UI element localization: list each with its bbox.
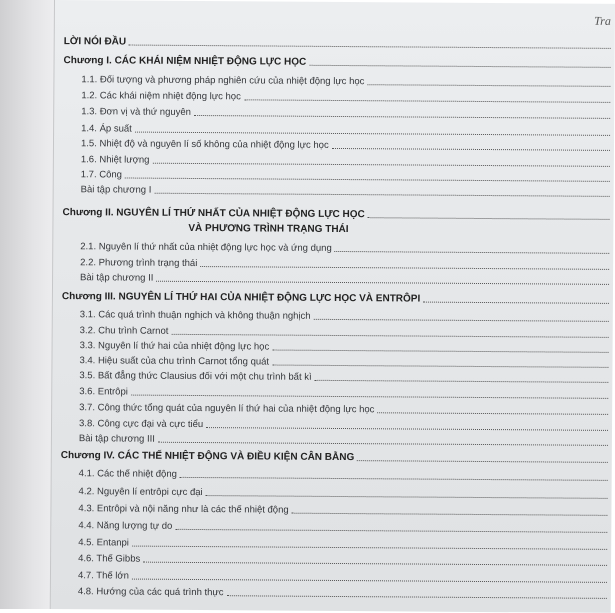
chapter-heading-text: Chương IV. CÁC THẾ NHIỆT ĐỘNG VÀ ĐIỀU KIỆN CÂN BẰNG — [60, 450, 355, 464]
toc-entry — [79, 418, 608, 433]
toc-entry — [81, 74, 610, 89]
toc-entry — [79, 433, 608, 448]
toc-entry-text: 3.3. Nguyên lí thứ hai của nhiệt động lực học — [79, 340, 270, 353]
toc-entry — [80, 340, 609, 355]
dot-leader — [143, 561, 607, 566]
dot-leader — [335, 250, 610, 254]
dot-leader — [171, 333, 608, 338]
toc-entry-text: 4.5. Entanpi — [78, 537, 129, 549]
toc-entry — [78, 537, 607, 552]
dot-leader — [292, 512, 608, 516]
toc-entry — [78, 503, 607, 518]
toc-entry — [80, 325, 609, 340]
toc-entry-text: 4.1. Các thế nhiệt động — [78, 468, 177, 480]
toc-entry — [78, 586, 607, 601]
toc-entry-text: 3.4. Hiệu suất của chu trình Carnot tổng quát — [79, 355, 270, 368]
chapter-heading-continued: VÀ PHƯƠNG TRÌNH TRẠNG THÁI — [188, 222, 349, 236]
chapter-heading-text: Chương II. NGUYÊN LÍ THỨ NHẤT CỦA NHIỆT ĐỘNG LỰC HỌC — [62, 207, 365, 221]
toc-entry — [79, 486, 608, 501]
toc-entry — [80, 309, 609, 324]
toc-entry — [81, 184, 610, 199]
toc-entry-text: 2.2. Phương trình trạng thái — [80, 257, 198, 270]
toc-entry-text: 4.4. Năng lượng tự do — [78, 520, 173, 532]
toc-entry — [78, 520, 607, 535]
dot-leader — [377, 411, 608, 415]
toc-entry — [79, 355, 608, 370]
dot-leader — [152, 162, 609, 167]
dot-leader — [200, 265, 609, 270]
dot-leader — [244, 98, 610, 103]
toc-entry-text: 2.1. Nguyên lí thứ nhất của nhiệt động lực học và ứng dụng — [80, 241, 332, 254]
dot-leader — [180, 476, 608, 481]
toc-entry-text: 1.6. Nhiệt lượng — [80, 154, 150, 166]
toc-entry-text: 1.1. Đối tượng và phương pháp nghiên cứu của nhiệt động lực học — [81, 74, 365, 88]
toc-entry — [81, 106, 610, 121]
toc-entry — [81, 90, 610, 105]
toc-entry-text: Bài tập chương I — [80, 184, 152, 196]
dot-leader — [206, 426, 608, 431]
dot-leader — [132, 578, 607, 583]
toc-entry — [81, 154, 610, 169]
dot-leader — [132, 545, 607, 550]
toc-entry — [81, 169, 610, 184]
toc-entry-text: 3.8. Công cực đại và cực tiểu — [79, 418, 204, 431]
dot-leader — [314, 318, 609, 322]
toc-entry-text: Bài tập chương II — [80, 272, 154, 284]
toc-entry-text: 3.1. Các quá trình thuận nghịch và không thuận nghịch — [79, 309, 311, 322]
toc-entry — [78, 570, 607, 585]
chapter-heading — [61, 450, 608, 465]
dot-leader — [135, 131, 610, 136]
toc-entry-text: 1.2. Các khái niệm nhiệt động lực học — [81, 90, 241, 103]
dot-leader — [131, 394, 608, 399]
toc-entry-text: 3.2. Chu trình Carnot — [79, 325, 169, 337]
toc-entry-text: 1.4. Áp suất — [81, 123, 132, 135]
chapter-heading-text: Chương III. NGUYÊN LÍ THỨ HAI CỦA NHIỆT ĐỘNG LỰC HỌC VÀ ENTRÔPI — [61, 291, 421, 305]
dot-leader — [367, 83, 610, 87]
page-header: Tra — [594, 13, 611, 28]
toc-entry — [79, 386, 608, 401]
preface-entry-text: LỜI NÓI ĐẦU — [63, 36, 127, 48]
toc-entry-text: 4.2. Nguyên lí entrôpi cực đại — [78, 486, 203, 499]
dot-leader — [309, 64, 610, 68]
dot-leader — [332, 147, 610, 151]
dot-leader — [175, 528, 607, 533]
chapter-heading-text: Chương I. CÁC KHÁI NIỆM NHIỆT ĐỘNG LỰC HỌC — [63, 55, 307, 68]
toc-entry-text: 3.7. Công thức tổng quát của nguyên lí thứ hai của nhiệt động lực học — [79, 402, 375, 416]
chapter-heading — [62, 291, 609, 306]
toc-entry-text: 1.3. Đơn vị và thứ nguyên — [81, 106, 192, 118]
toc-entry — [79, 402, 608, 417]
dot-leader — [315, 379, 609, 383]
chapter-heading — [64, 55, 611, 70]
toc-entry-text: 4.3. Entrôpi và nội năng như là các thế nhiệt động — [78, 503, 289, 516]
toc-entry-text: 1.7. Công — [80, 169, 123, 181]
toc-entry-text: 3.5. Bất đẳng thức Clausius đối với một chu trình bất kì — [79, 370, 312, 383]
toc-entry — [80, 241, 609, 256]
dot-leader — [125, 176, 610, 181]
dot-leader — [194, 114, 610, 119]
toc-entry-text: 4.6. Thế Gibbs — [78, 553, 141, 565]
dot-leader — [227, 594, 607, 599]
toc-entry-text: 4.8. Hướng của các quá trình thực — [77, 586, 224, 599]
dot-leader — [129, 44, 611, 49]
toc-entry-text: Bài tập chương III — [78, 433, 155, 445]
toc-entry — [80, 272, 609, 287]
dot-leader — [272, 349, 608, 353]
toc-entry-text: 3.6. Entrôpi — [79, 386, 128, 398]
dot-leader — [368, 216, 610, 220]
dot-leader — [357, 459, 608, 463]
dot-leader — [206, 494, 608, 499]
dot-leader — [423, 301, 609, 304]
toc-entry-text: 4.7. Thế lớn — [77, 570, 129, 582]
toc-page — [50, 0, 615, 613]
dot-leader — [158, 441, 608, 446]
toc-entry-text: 1.5. Nhiệt độ và nguyên lí số không của nhiệt động lực học — [80, 138, 329, 151]
chapter-heading — [62, 207, 609, 222]
dot-leader — [156, 280, 609, 285]
toc-entry — [81, 138, 610, 153]
toc-entry — [79, 468, 608, 483]
dot-leader — [154, 192, 609, 197]
preface-entry — [64, 36, 611, 51]
toc-entry — [78, 553, 607, 568]
dot-leader — [272, 364, 608, 368]
toc-entry — [79, 370, 608, 385]
toc-entry — [81, 123, 610, 138]
toc-entry — [80, 257, 609, 272]
